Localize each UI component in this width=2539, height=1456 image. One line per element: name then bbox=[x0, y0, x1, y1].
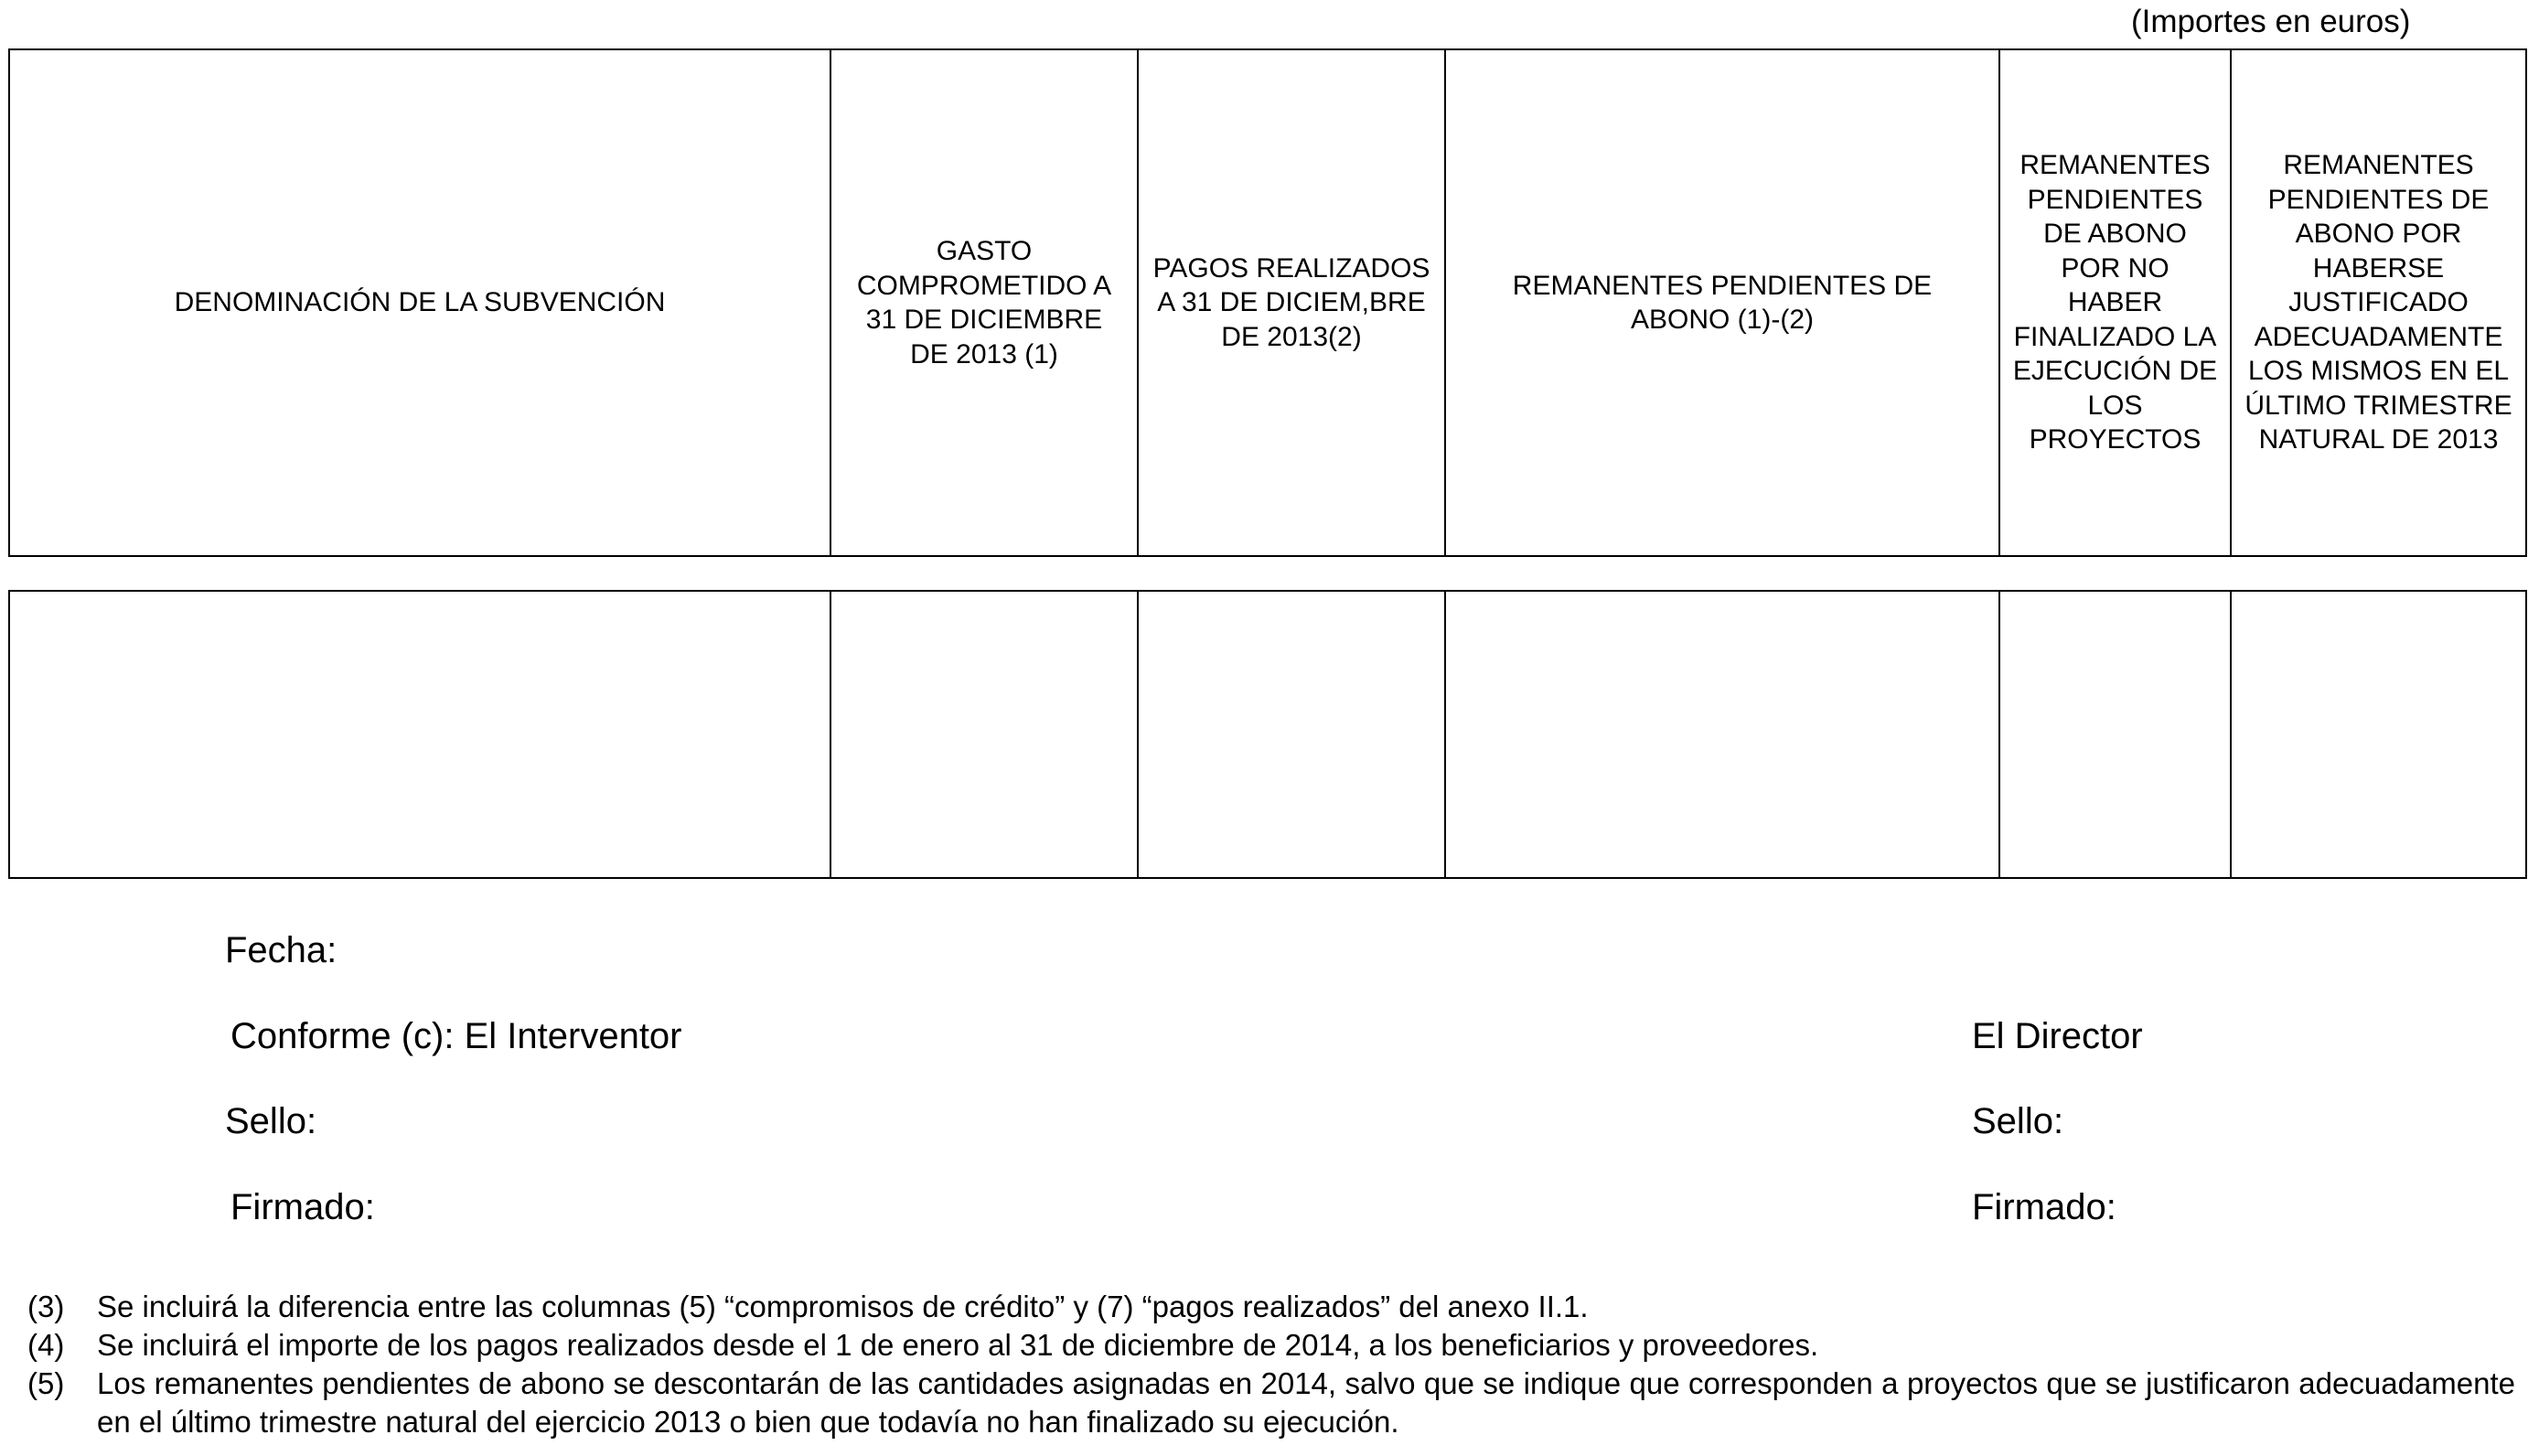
director-firmado-label: Firmado: bbox=[1972, 1187, 2116, 1227]
footnote bbox=[27, 1326, 2515, 1365]
footnote bbox=[27, 1288, 2515, 1326]
header-label: PAGOS REALIZADOS A 31 DE DICIEM,BRE DE 2013(2) bbox=[1152, 252, 1430, 352]
interventor-sello-label: Sello: bbox=[225, 1101, 317, 1141]
table-row bbox=[9, 591, 2526, 878]
header-table bbox=[8, 48, 2527, 557]
table-cell bbox=[830, 591, 1138, 878]
footnote-number: (4) bbox=[27, 1328, 65, 1362]
header-row bbox=[9, 49, 2526, 556]
header-cell-remanentes-justificado bbox=[2231, 49, 2526, 556]
footnote-text: Los remanentes pendientes de abono se descontarán de las cantidades asignadas en 2014, salvo que se indique que corresponden a proyectos que se justificaron adecuadamente en el último trimestre natural del ejercicio 2013 o bien que todavía no han finalizado su ejecución. bbox=[97, 1366, 2515, 1439]
footnote-number: (5) bbox=[27, 1366, 65, 1400]
header-cell-pagos-realizados bbox=[1138, 49, 1445, 556]
header-label: GASTO COMPROMETIDO A 31 DE DICIEMBRE DE 2013 (1) bbox=[856, 236, 1112, 369]
table-cell bbox=[1445, 591, 1999, 878]
interventor-title: Conforme (c): El Interventor bbox=[230, 1016, 682, 1056]
director-title: El Director bbox=[1972, 1016, 2143, 1056]
fecha-label: Fecha: bbox=[225, 930, 337, 970]
header-label: REMANENTES PENDIENTES DE ABONO POR HABERSE JUSTIFICADO ADECUADAMENTE LOS MISMOS EN EL ÚLTIMO TRIMESTRE NATURAL DE 2013 bbox=[2244, 150, 2512, 455]
data-table bbox=[8, 590, 2527, 879]
footnotes bbox=[27, 1288, 2515, 1441]
header-cell-gasto-comprometido bbox=[830, 49, 1138, 556]
director-sello-label: Sello: bbox=[1972, 1101, 2064, 1141]
table-cell bbox=[1138, 591, 1445, 878]
header-cell-remanentes-pendientes bbox=[1445, 49, 1999, 556]
header-label: DENOMINACIÓN DE LA SUBVENCIÓN bbox=[174, 287, 666, 318]
units-note: (Importes en euros) bbox=[2131, 4, 2411, 39]
footnote bbox=[27, 1365, 2515, 1441]
table-cell bbox=[9, 591, 830, 878]
footnote-text: Se incluirá la diferencia entre las columnas (5) “compromisos de crédito” y (7) “pagos realizados” del anexo II.1. bbox=[97, 1290, 1589, 1323]
table-cell bbox=[1999, 591, 2231, 878]
header-label: REMANENTES PENDIENTES DE ABONO POR NO HABER FINALIZADO LA EJECUCIÓN DE LOS PROYECTOS bbox=[2012, 150, 2218, 455]
footnote-number: (3) bbox=[27, 1290, 65, 1323]
interventor-firmado-label: Firmado: bbox=[230, 1187, 375, 1227]
footnote-text: Se incluirá el importe de los pagos realizados desde el 1 de enero al 31 de diciembre de 2014, a los beneficiarios y proveedores. bbox=[97, 1328, 1819, 1362]
header-cell-remanentes-no-finalizado bbox=[1999, 49, 2231, 556]
header-label: REMANENTES PENDIENTES DE ABONO (1)-(2) bbox=[1512, 270, 1933, 335]
table-cell bbox=[2231, 591, 2526, 878]
header-cell-denominacion bbox=[9, 49, 830, 556]
